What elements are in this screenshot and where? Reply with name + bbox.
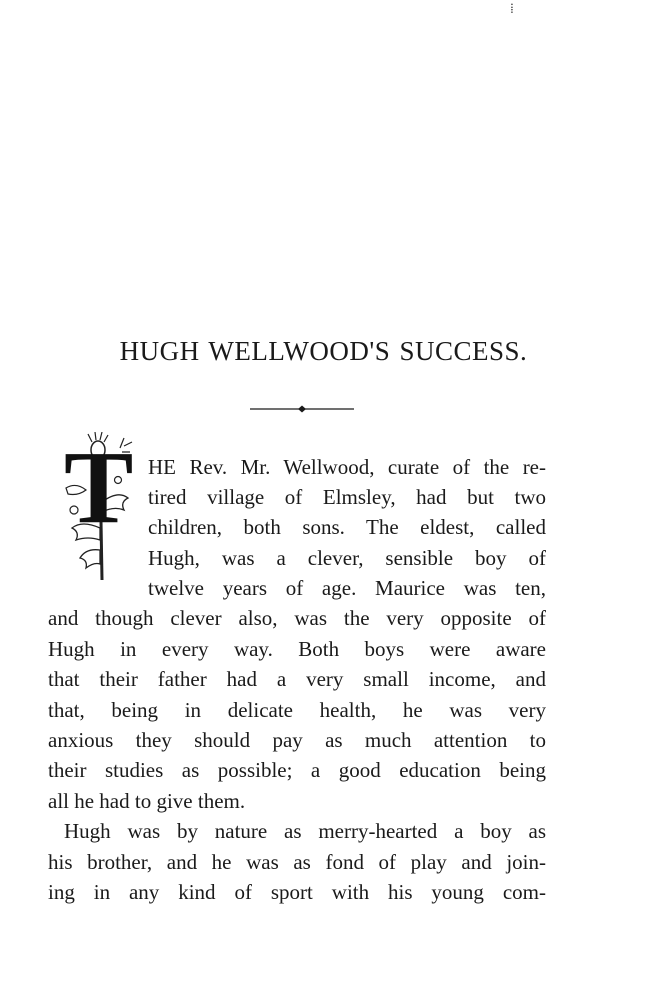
text-line: that, being in delicate health, he was very <box>48 698 546 722</box>
text-line: all he had to give them. <box>48 789 246 813</box>
text-line: their studies as possible; a good education being <box>48 758 546 782</box>
text-line: and though clever also, was the very opposite of <box>48 606 546 630</box>
text-line: his brother, and he was as fond of play and join- <box>48 850 546 874</box>
chapter-title: HUGH WELLWOOD'S SUCCESS. <box>119 336 528 366</box>
text-line: tired village of Elmsley, had but two <box>148 485 546 509</box>
drop-cap-ornament <box>58 432 138 584</box>
text-line: Hugh in every way. Both boys were aware <box>48 637 546 661</box>
text-line: Hugh, was a clever, sensible boy of <box>148 546 546 570</box>
text-line: that their father had a very small income, and <box>48 667 546 691</box>
text-line: anxious they should pay as much attention to <box>48 728 546 752</box>
text-line: children, both sons. The eldest, called <box>148 515 546 539</box>
text-line: ing in any kind of sport with his young com- <box>48 880 546 904</box>
margin-mark: ⁞ <box>510 2 514 17</box>
drop-cap-letter: T <box>64 430 134 545</box>
text-line: HE Rev. Mr. Wellwood, curate of the re- <box>148 455 546 479</box>
ornamental-rule <box>250 404 354 414</box>
text-line: Hugh was by nature as merry-hearted a boy as <box>64 819 546 843</box>
text-line: twelve years of age. Maurice was ten, <box>148 576 546 600</box>
